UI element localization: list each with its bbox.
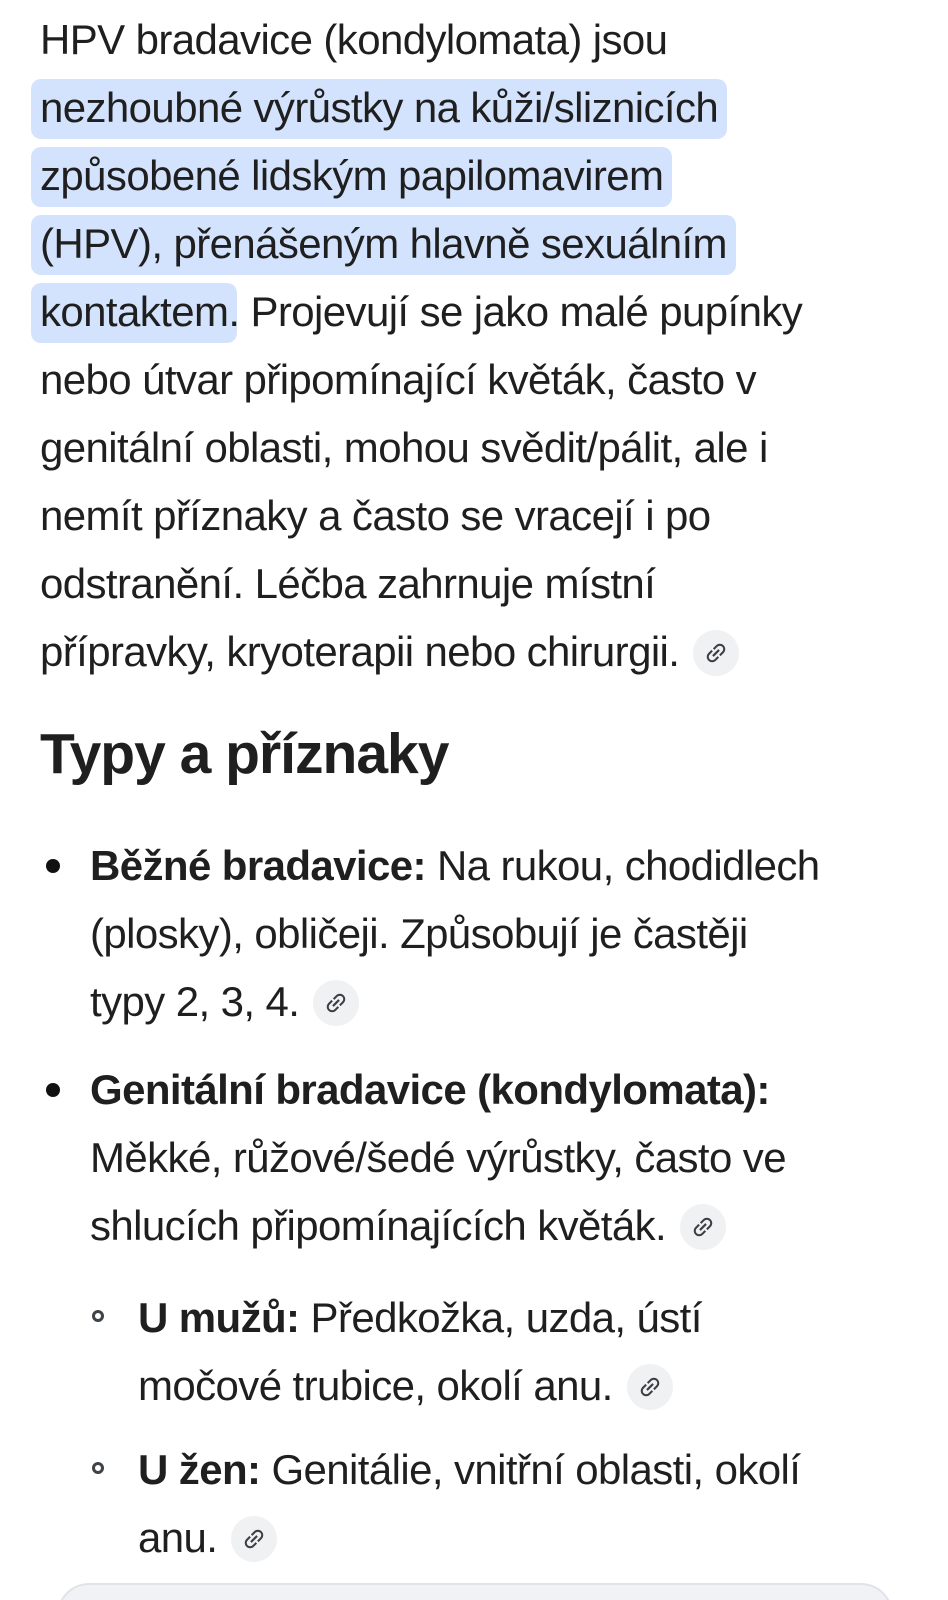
text-run: Genitální bradavice (kondylomata):: [90, 1066, 770, 1113]
text-line: [138, 1352, 948, 1420]
text-run: Měkké, růžové/šedé výrůstky, často ve: [90, 1134, 786, 1181]
text-line: [90, 832, 948, 900]
list-item-text: [90, 1056, 948, 1260]
text-line: [90, 900, 948, 968]
text-line: [40, 414, 948, 482]
text-run: Genitálie, vnitřní oblasti, okolí: [260, 1446, 801, 1493]
text-run: nemít příznaky a často se vracejí i po: [40, 492, 711, 539]
highlighted-text: kontaktem: [31, 283, 237, 343]
section-heading: Typy a příznaky: [40, 722, 449, 786]
text-run: anu.: [138, 1514, 218, 1561]
text-run: typy 2, 3, 4.: [90, 978, 300, 1025]
intro-paragraph: [40, 6, 948, 686]
text-line: [40, 210, 948, 278]
text-line: [90, 968, 948, 1036]
sub-bullet-marker: [92, 1462, 104, 1474]
text-run: Běžné bradavice:: [90, 842, 426, 889]
bottom-bar: [0, 1570, 948, 1600]
text-line: [90, 1056, 948, 1124]
text-line: [138, 1436, 948, 1504]
text-run: přípravky, kryoterapii nebo chirurgii.: [40, 628, 680, 675]
link-icon[interactable]: [313, 980, 359, 1026]
text-run: . Projevují se jako malé pupínky: [228, 288, 803, 335]
text-run: genitální oblasti, mohou svědit/pálit, ale i: [40, 424, 768, 471]
list-item-text: [138, 1436, 948, 1572]
text-line: [40, 482, 948, 550]
text-run: Na rukou, chodidlech: [425, 842, 820, 889]
text-run: shlucích připomínajících květák.: [90, 1202, 667, 1249]
list-item-text: [90, 832, 948, 1036]
text-run: U mužů:: [138, 1294, 300, 1341]
text-run: (plosky), obličeji. Způsobují je častěji: [90, 910, 748, 957]
text-line: [40, 6, 948, 74]
text-line: [40, 278, 948, 346]
text-run: nebo útvar připomínající květák, často v: [40, 356, 757, 403]
text-line: [40, 74, 948, 142]
highlighted-text: nezhoubné výrůstky na kůži/sliznicích: [31, 79, 727, 139]
text-run: odstranění. Léčba zahrnuje místní: [40, 560, 656, 607]
list-item-text: [138, 1284, 948, 1420]
text-line: [138, 1284, 948, 1352]
text-line: [40, 550, 948, 618]
text-run: U žen:: [138, 1446, 261, 1493]
text-line: [40, 142, 948, 210]
text-line: [90, 1192, 948, 1260]
link-icon[interactable]: [693, 630, 739, 676]
text-run: HPV bradavice (kondylomata) jsou: [40, 16, 668, 63]
highlighted-text: (HPV), přenášeným hlavně sexuálním: [31, 215, 736, 275]
text-line: [40, 346, 948, 414]
sub-bullet-marker: [92, 1310, 104, 1322]
text-line: [90, 1124, 948, 1192]
text-run: močové trubice, okolí anu.: [138, 1362, 613, 1409]
highlighted-text: způsobené lidským papilomavirem: [31, 147, 672, 207]
bullet-marker: [46, 1083, 60, 1097]
text-line: [138, 1504, 948, 1572]
followup-input-bar[interactable]: [57, 1583, 893, 1600]
link-icon[interactable]: [680, 1204, 726, 1250]
bullet-marker: [46, 859, 60, 873]
link-icon[interactable]: [627, 1364, 673, 1410]
link-icon[interactable]: [231, 1516, 277, 1562]
text-run: Předkožka, uzda, ústí: [299, 1294, 702, 1341]
text-line: [40, 618, 948, 686]
